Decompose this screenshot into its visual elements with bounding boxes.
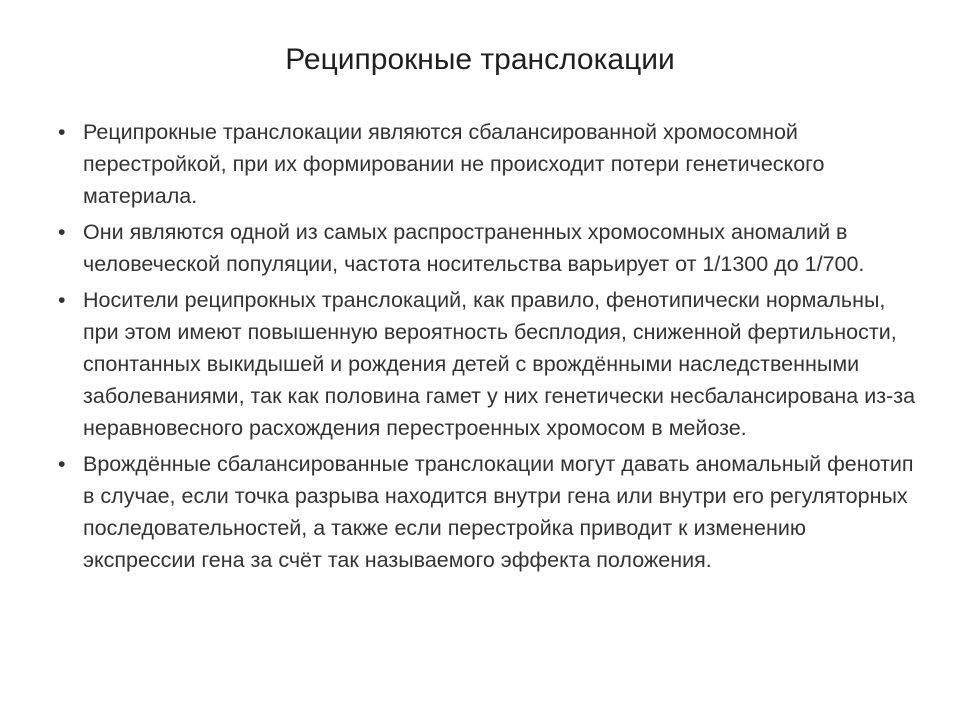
- bullet-item: [58, 448, 918, 576]
- bullet-item: [58, 284, 918, 444]
- bullet-text: Врождённые сбалансированные транслокации могут давать аномальный фенотип в случае, если точка разрыва находится внутри гена или внутри его регуляторных последовательностей, а также если перестройка приводит к изменению экспрессии гена за счёт так называемого эффекта положения.: [83, 452, 914, 572]
- bullet-dot-icon: •: [58, 220, 66, 244]
- bullet-text: Реципрокные транслокации являются сбалансированной хромосомной перестройкой, при их формировании не происходит потери генетического материала.: [83, 120, 825, 208]
- bullet-list: [58, 116, 918, 580]
- bullet-dot-icon: •: [58, 288, 66, 312]
- bullet-text: Носители реципрокных транслокаций, как правило, фенотипически нормальны, при этом имеют повышенную вероятность бесплодия, сниженной фертильности, спонтанных выкидышей и рождения детей с врождёнными наследственными заболеваниями, так как половина гамет у них генетически несбалансирована из-за неравновесного расхождения перестроенных хромосом в мейозе.: [83, 288, 916, 440]
- slide-title: Реципрокные транслокации: [285, 43, 675, 76]
- bullet-item: [58, 116, 918, 212]
- bullet-item: [58, 216, 918, 280]
- bullet-dot-icon: •: [58, 452, 66, 476]
- bullet-dot-icon: •: [58, 120, 66, 144]
- bullet-text: Они являются одной из самых распространенных хромосомных аномалий в человеческой популяции, частота носительства варьирует от 1/1300 до 1/700.: [83, 220, 865, 276]
